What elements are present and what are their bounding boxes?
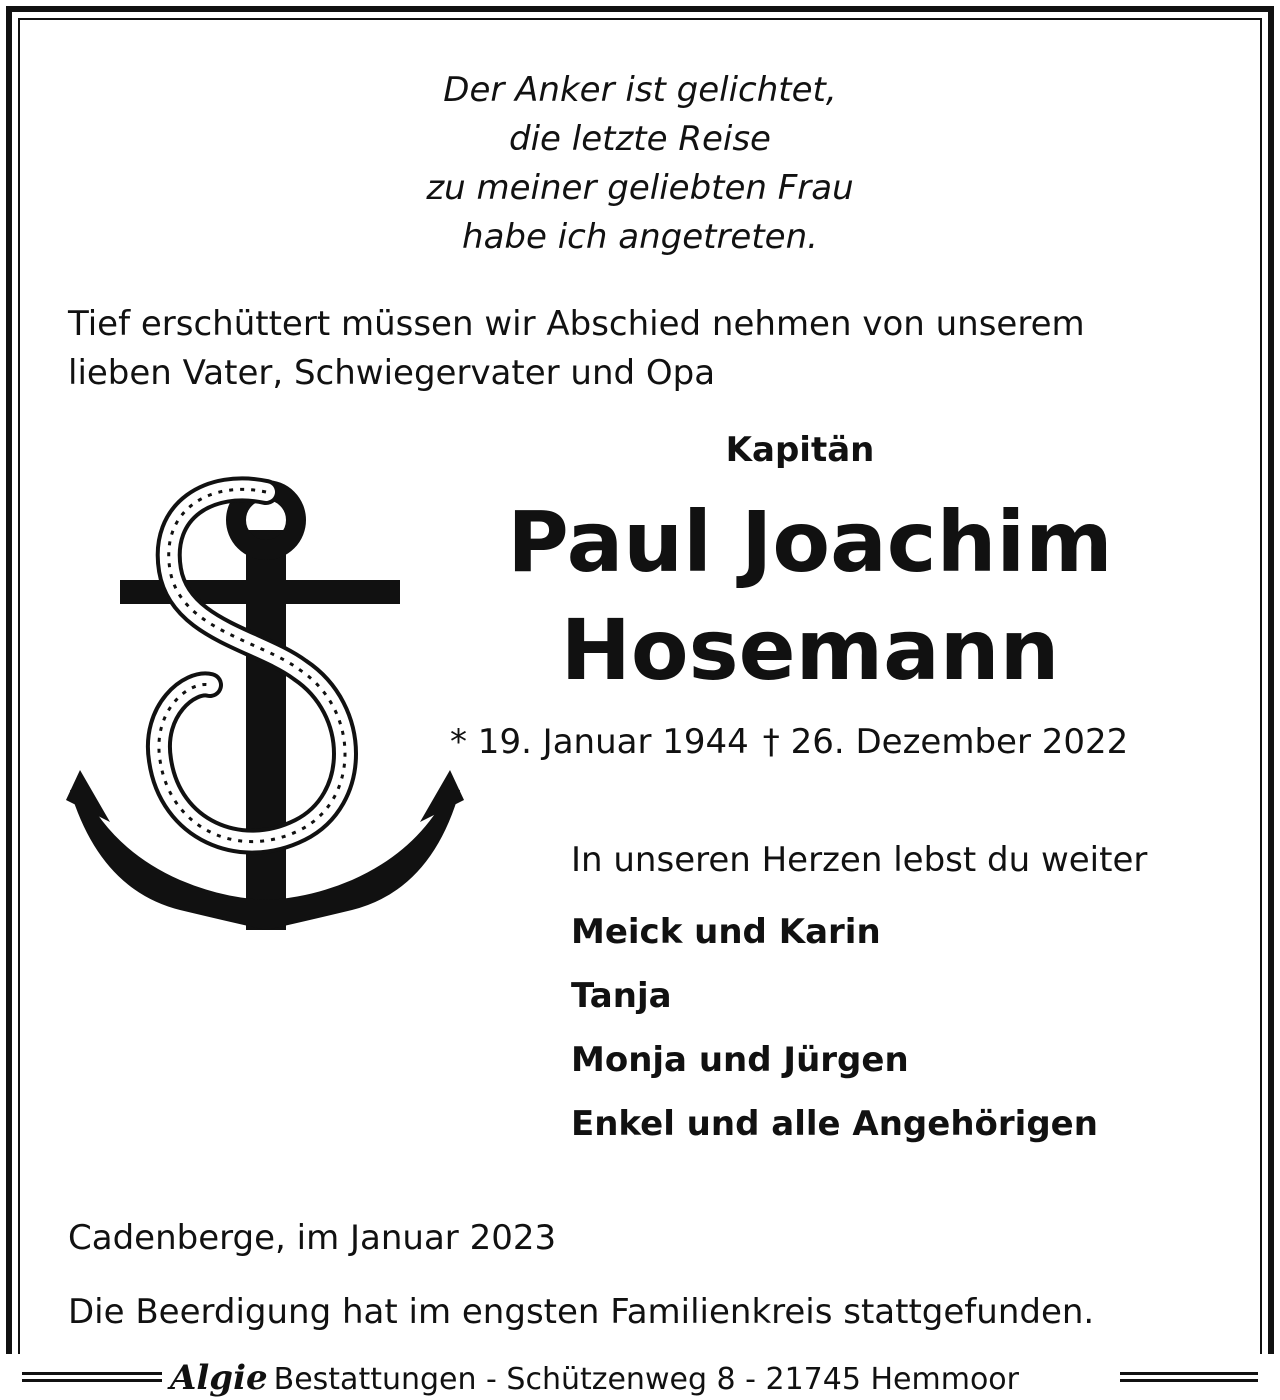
- funeral-home-footer: [0, 1354, 1280, 1399]
- mourner-item: Enkel und alle Angehörigen: [571, 1104, 1098, 1144]
- birth-date: * 19. Januar 1944: [450, 722, 749, 762]
- deceased-first-names: Paul Joachim: [507, 493, 1113, 591]
- footer-rule-left: [22, 1372, 162, 1382]
- poem: [240, 66, 1040, 262]
- footer-text-row: [170, 1358, 1115, 1400]
- intro-line: Tief erschüttert müssen wir Abschied nehmen von unserem: [68, 304, 1085, 344]
- mourner-item: Tanja: [571, 976, 672, 1016]
- poem-line: habe ich angetreten.: [462, 217, 818, 257]
- place-date: Cadenberge, im Januar 2023: [68, 1218, 557, 1258]
- life-dates: [450, 718, 1210, 766]
- funeral-home-address: Bestattungen - Schützenweg 8 - 21745 Hemmoor: [273, 1362, 1019, 1397]
- deceased-title: Kapitän: [725, 430, 875, 470]
- deceased-surname: Hosemann: [560, 601, 1060, 699]
- poem-line: zu meiner geliebten Frau: [426, 168, 854, 208]
- death-date: † 26. Dezember 2022: [762, 722, 1129, 762]
- intro-text: [68, 300, 1228, 398]
- funeral-note: Die Beerdigung hat im engsten Familienkreis stattgefunden.: [68, 1292, 1095, 1332]
- mourner-item: Meick und Karin: [571, 912, 881, 952]
- poem-line: Der Anker ist gelichtet,: [443, 70, 837, 110]
- closing-line: In unseren Herzen lebst du weiter: [571, 840, 1148, 880]
- footer-rule-right: [1120, 1372, 1258, 1382]
- intro-line: lieben Vater, Schwiegervater und Opa: [68, 353, 716, 393]
- mourners-list: [571, 900, 1231, 1156]
- deceased-name: [420, 488, 1200, 704]
- poem-line: die letzte Reise: [509, 119, 771, 159]
- mourner-item: Monja und Jürgen: [571, 1040, 909, 1080]
- anchor-with-rope-icon: [60, 470, 470, 930]
- funeral-home-logo: Algie: [170, 1358, 268, 1398]
